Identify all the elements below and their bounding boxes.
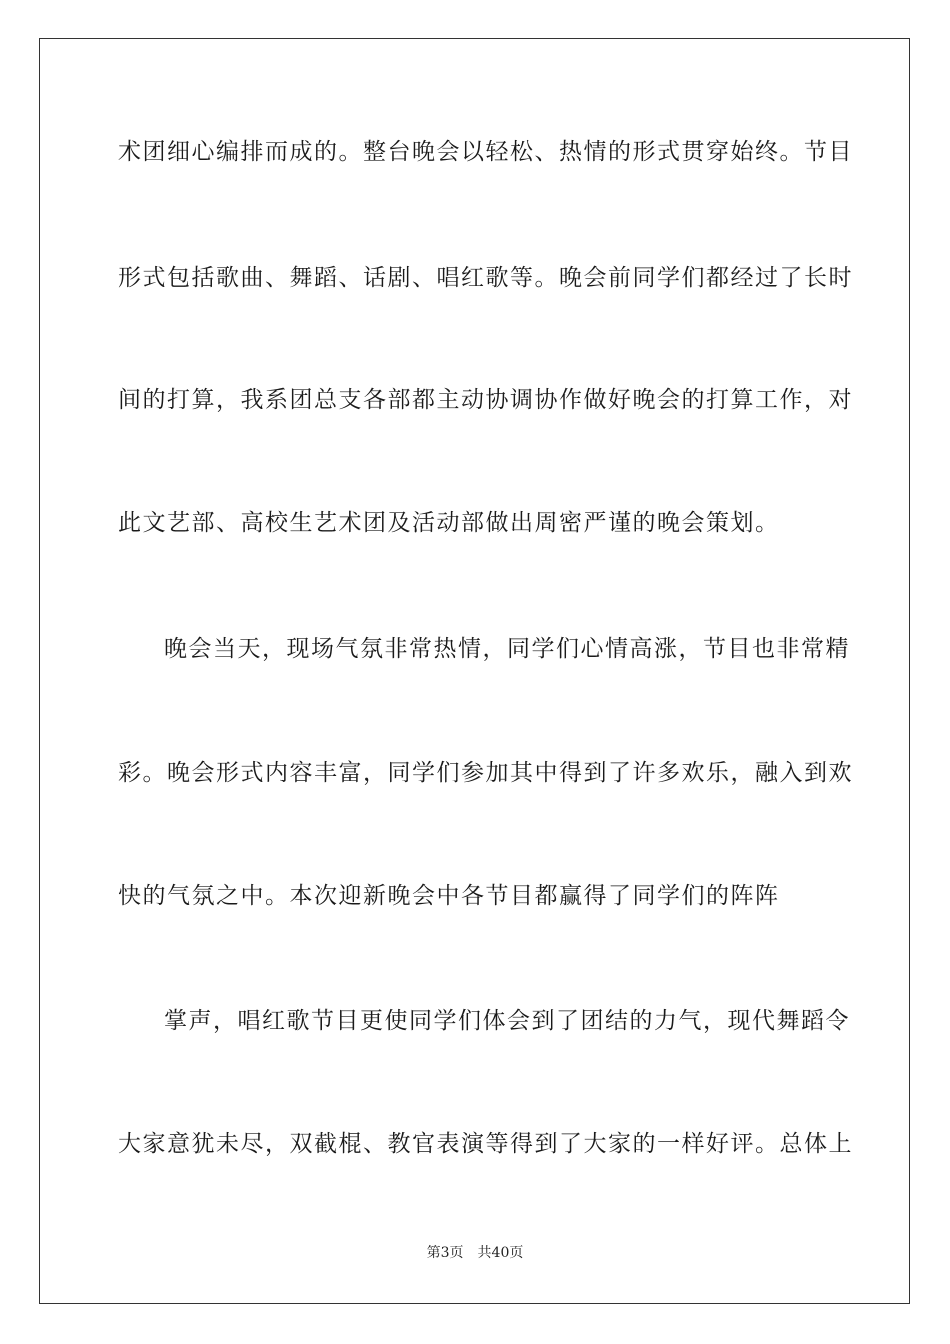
body-line-2: 形式包括歌曲、舞蹈、话剧、唱红歌等。晚会前同学们都经过了长时 [118,265,853,291]
body-line-3: 间的打算，我系团总支各部都主动协调协作做好晚会的打算工作，对 [118,387,853,413]
paragraph-3-line-1: 掌声，唱红歌节目更使同学们体会到了团结的力气，现代舞蹈令 [164,1008,850,1034]
body-line-1: 术团细心编排而成的。整台晚会以轻松、热情的形式贯穿始终。节目 [118,139,853,165]
paragraph-2-line-1: 晚会当天，现场气氛非常热情，同学们心情高涨，节目也非常精 [164,636,850,662]
paragraph-2-line-2: 彩。晚会形式内容丰富，同学们参加其中得到了许多欢乐，融入到欢 [118,760,853,786]
page-footer [0,1244,950,1262]
paragraph-3-line-2: 大家意犹未尽，双截棍、教官表演等得到了大家的一样好评。总体上 [118,1131,853,1157]
paragraph-2-line-3: 快的气氛之中。本次迎新晚会中各节目都赢得了同学们的阵阵 [118,883,780,909]
page-number: 第3页 [426,1245,464,1261]
body-line-4: 此文艺部、高校生艺术团及活动部做出周密严谨的晚会策划。 [118,510,780,536]
page-total: 共40页 [477,1245,524,1261]
page-border [39,38,910,1304]
